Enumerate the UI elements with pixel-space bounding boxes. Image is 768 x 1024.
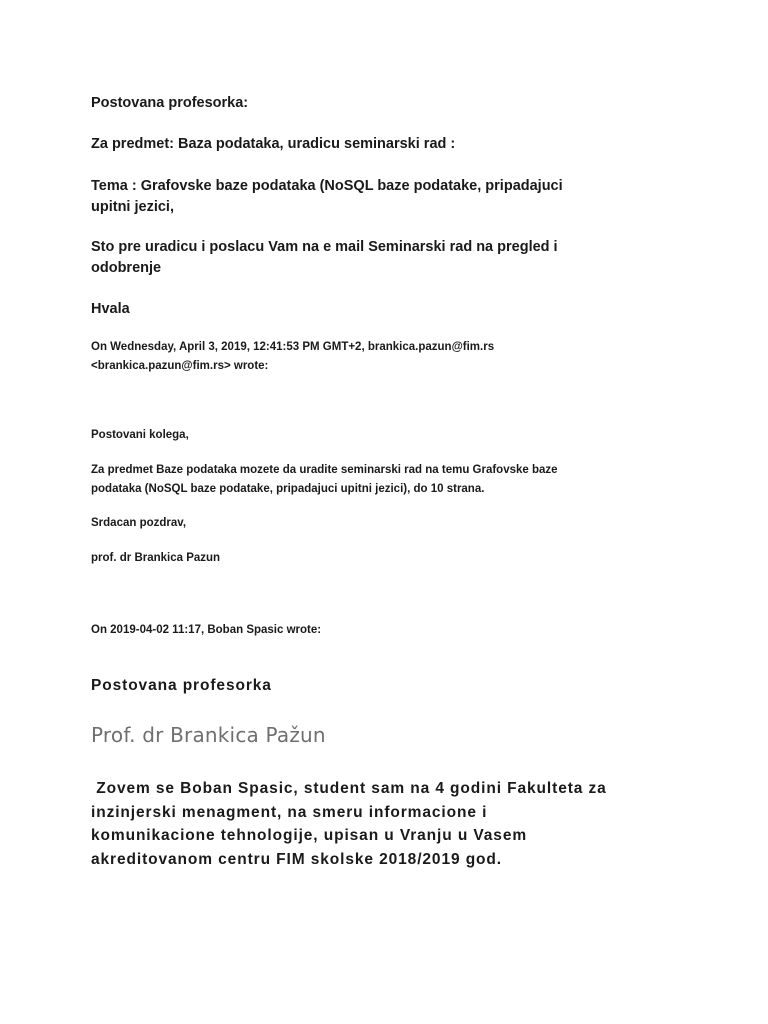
quote1-greeting: Postovani kolega, [91, 429, 189, 441]
quote2-header: On 2019-04-02 11:17, Boban Spasic wrote: [91, 624, 322, 636]
quote2-intro-line-1: Zovem se Boban Spasic, student sam na 4 godini Fakulteta za [91, 780, 607, 797]
reply-greeting: Postovana profesorka: [91, 95, 249, 111]
quote2-intro-line-3: komunikacione tehnologije, upisan u Vranju u Vasem [91, 827, 528, 844]
reply-topic-line-1: Tema : Grafovske baze podataka (NoSQL baze podatake, pripadajuci [91, 178, 563, 194]
quote2-greeting: Postovana profesorka [91, 677, 272, 694]
quote1-signature: prof. dr Brankica Pazun [91, 552, 221, 564]
reply-topic-line-2: upitni jezici, [91, 199, 174, 215]
recipient-name-heading: Prof. dr Brankica Pažun [91, 723, 326, 747]
quote2-intro-line-2: inzinjerski menagment, na smeru informacione i [91, 804, 488, 821]
reply-plan-line-2: odobrenje [91, 260, 162, 276]
quote1-body-line-2: podataka (NoSQL baze podatake, pripadajuci upitni jezici), do 10 strana. [91, 483, 485, 495]
quote1-header-line-2: <brankica.pazun@fim.rs> wrote: [91, 360, 269, 372]
reply-plan-line-1: Sto pre uradicu i poslacu Vam na e mail Seminarski rad na pregled i [91, 239, 558, 255]
quote1-header-line-1: On Wednesday, April 3, 2019, 12:41:53 PM GMT+2, brankica.pazun@fim.rs [91, 341, 495, 353]
quote1-closing: Srdacan pozdrav, [91, 517, 187, 529]
reply-subject-line: Za predmet: Baza podataka, uradicu seminarski rad : [91, 136, 456, 152]
reply-thanks: Hvala [91, 301, 130, 317]
quote2-intro-line-4: akreditovanom centru FIM skolske 2018/2019 god. [91, 851, 502, 868]
quote1-body-line-1: Za predmet Baze podataka mozete da uradite seminarski rad na temu Grafovske baze [91, 464, 558, 476]
